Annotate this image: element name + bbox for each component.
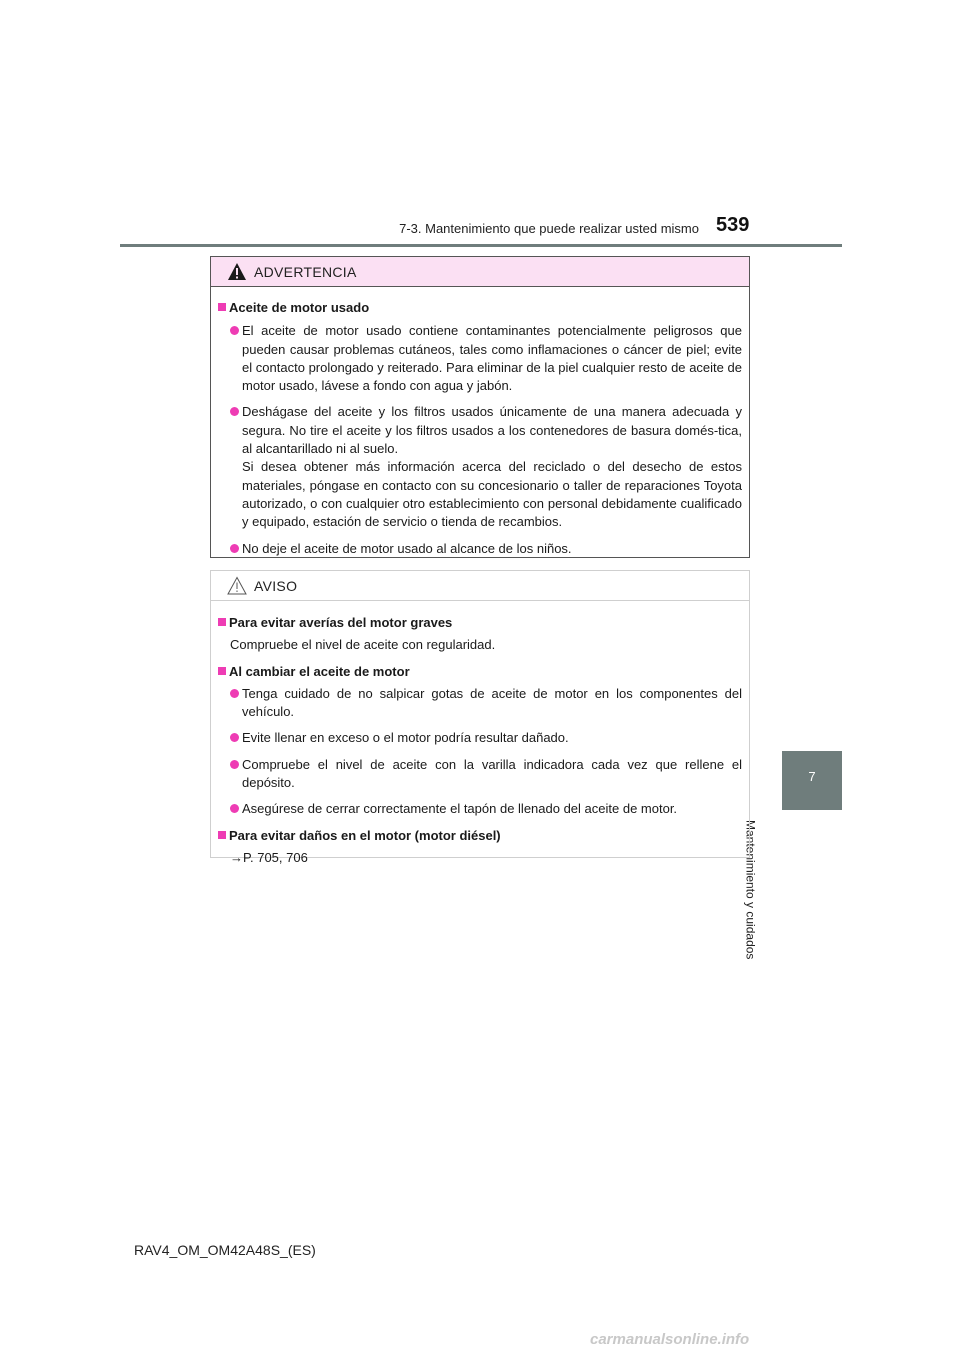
page-number: 539 [716,214,750,236]
notice-plain-text: Compruebe el nivel de aceite con regularidad. [230,637,496,653]
notice-box-header [211,571,749,601]
warning-box [210,256,750,558]
notice-bullet [218,729,742,747]
chapter-title-vertical [743,820,822,970]
warning-box-header [211,257,749,287]
warning-section-title-text: Aceite de motor usado [229,300,370,315]
notice-bullet [218,756,742,793]
header-rule [120,244,842,247]
notice-box-body [211,601,749,867]
page-reference-link[interactable]: →P. 705, 706 [230,849,308,865]
manual-code: RAV4_OM_OM42A48S_(ES) [134,1242,316,1258]
notice-box [210,570,750,865]
notice-bullet [218,685,742,722]
circle-bullet-icon [230,760,239,769]
warning-bullet [218,322,742,395]
chapter-number: 7 [808,769,816,784]
warning-box-body [211,287,749,558]
circle-bullet-icon [230,689,239,698]
circle-bullet-icon [230,733,239,742]
warning-triangle-icon [227,262,247,281]
notice-bullet-text: Evite llenar en exceso o el motor podría resultar dañado. [242,730,569,746]
notice-section-title-text: Para evitar daños en el motor (motor diésel) [229,827,501,843]
notice-section-title [218,663,742,681]
circle-bullet-icon [230,544,239,553]
notice-section-title-text: Para evitar averías del motor graves [229,615,453,630]
circle-bullet-icon [230,407,239,416]
notice-bullet-text: Compruebe el nivel de aceite con la varilla indicadora cada vez que rellene el depósito. [242,756,742,791]
notice-bullet-text: Tenga cuidado de no salpicar gotas de aceite de motor en los componentes del vehículo. [242,685,742,720]
watermark-brand: carmanualsonline.info [590,1331,750,1348]
notice-section-title-text: Al cambiar el aceite de motor [229,663,410,679]
notice-bullet [218,800,742,818]
square-bullet-icon [218,303,226,311]
caution-triangle-icon [227,576,247,595]
warning-bullet-text: No deje el aceite de motor usado al alcance de los niños. [242,540,572,556]
warning-bullet-text: Deshágase del aceite y los filtros usados únicamente de una manera adecuada y segura. No tire el aceite y los filtros usados a los contenedores de basura domés-tica, al alcantarillado ni al suelo. [242,404,742,457]
warning-bullet [218,403,742,531]
header-section-title: 7-3. Mantenimiento que puede realizar usted mismo [399,221,699,236]
warning-box-title: ADVERTENCIA [254,264,357,280]
warning-bullet-text: El aceite de motor usado contiene contaminantes potencialmente peligrosos que pueden causar problemas cutáneos, tales como inflamaciones o cáncer de piel; evite el contacto prolongado y reiterado. Para eliminar de la piel cualquier resto de aceite de motor usado, lávese a fondo con agua y jabón. [242,323,742,394]
warning-bullet-text-extra: Si desea obtener más información acerca del reciclado o del desecho de estos materiales, póngase en contacto con su concesionario o taller de reparaciones Toyota autorizado, o con cualquier otro establecimiento con personal debidamente cualificado y equipado, estación de servicio o tienda de recambios. [242,459,742,530]
square-bullet-icon [218,618,226,626]
notice-section-title [218,614,742,632]
square-bullet-icon [218,831,226,839]
notice-box-title: AVISO [254,578,298,594]
warning-bullet [218,540,742,558]
chapter-tab [782,751,842,810]
notice-bullet-text: Asegúrese de cerrar correctamente el tapón de llenado del aceite de motor. [242,801,678,817]
circle-bullet-icon [230,326,239,335]
notice-section-title [218,827,742,845]
chapter-title: Mantenimiento y cuidados [743,820,758,960]
circle-bullet-icon [230,804,239,813]
square-bullet-icon [218,667,226,675]
warning-section-title [218,299,742,317]
